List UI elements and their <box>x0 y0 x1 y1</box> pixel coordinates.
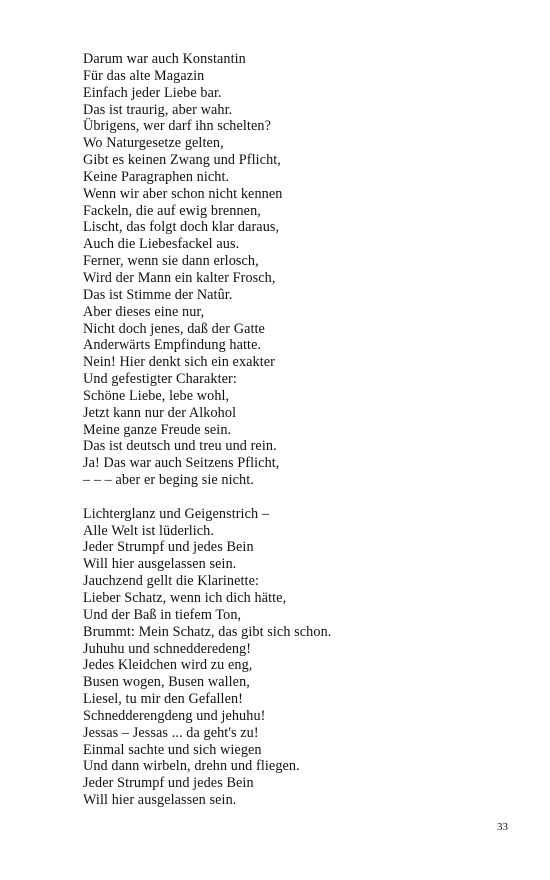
poem-line: Und der Baß in tiefem Ton, <box>83 606 242 623</box>
poem-line: Meine ganze Freude sein. <box>83 421 232 438</box>
poem-line: Übrigens, wer darf ihn schelten? <box>83 118 271 135</box>
poem-line: Brummt: Mein Schatz, das gibt sich schon. <box>83 623 332 640</box>
poem-line: Auch die Liebesfackel aus. <box>83 236 240 253</box>
poem-line: Alle Welt ist lüderlich. <box>83 522 215 539</box>
poem-line: Und gefestigter Charakter: <box>83 371 237 388</box>
poem-line: Keine Paragraphen nicht. <box>83 168 230 185</box>
poem-line: Wenn wir aber schon nicht kennen <box>83 185 283 202</box>
poem-line: Schnedderengdeng und jehuhu! <box>83 707 266 724</box>
stanza-1 <box>83 51 503 489</box>
poem-line: – – – aber er beging sie nicht. <box>83 472 254 489</box>
stanza-2 <box>83 506 503 809</box>
poem-line: Lichterglanz und Geigenstrich – <box>83 505 270 522</box>
poem-line: Und dann wirbeln, drehn und fliegen. <box>83 758 300 775</box>
poem-line: Ferner, wenn sie dann erlosch, <box>83 253 259 270</box>
poem-line: Ja! Das war auch Seitzens Pflicht, <box>83 455 280 472</box>
poem-line: Einfach jeder Liebe bar. <box>83 84 222 101</box>
poem-line: Nein! Hier denkt sich ein exakter <box>83 354 275 371</box>
page-number: 33 <box>497 821 508 833</box>
poem-line: Schöne Liebe, lebe wohl, <box>83 387 230 404</box>
poem-line: Lischt, das folgt doch klar daraus, <box>83 219 280 236</box>
poem-line: Darum war auch Konstantin <box>83 51 246 67</box>
poem-text <box>83 51 503 809</box>
poem-line: Will hier ausgelassen sein. <box>83 792 237 809</box>
poem-line: Das ist traurig, aber wahr. <box>83 101 233 118</box>
poem-line: Nicht doch jenes, daß der Gatte <box>83 320 265 337</box>
poem-line: Fackeln, die auf ewig brennen, <box>83 202 261 219</box>
poem-line: Jeder Strumpf und jedes Bein <box>83 539 254 556</box>
poem-line: Jessas – Jessas ... da geht's zu! <box>83 724 259 741</box>
poem-line: Das ist deutsch und treu und rein. <box>83 438 277 455</box>
poem-line: Für das alte Magazin <box>83 67 205 84</box>
poem-line: Aber dieses eine nur, <box>83 303 205 320</box>
poem-line: Juhuhu und schnedderedeng! <box>83 640 252 657</box>
poem-line: Busen wogen, Busen wallen, <box>83 674 250 691</box>
poem-line: Liesel, tu mir den Gefallen! <box>83 691 243 708</box>
poem-line: Lieber Schatz, wenn ich dich hätte, <box>83 590 287 606</box>
poem-line: Gibt es keinen Zwang und Pflicht, <box>83 152 281 169</box>
poem-line: Wo Naturgesetze gelten, <box>83 135 224 152</box>
poem-line: Jeder Strumpf und jedes Bein <box>83 775 254 792</box>
poem-line: Jetzt kann nur der Alkohol <box>83 404 237 421</box>
poem-line: Einmal sachte und sich wiegen <box>83 741 262 758</box>
poem-line: Jedes Kleidchen wird zu eng, <box>83 657 253 674</box>
poem-line: Wird der Mann ein kalter Frosch, <box>83 269 276 286</box>
poem-line: Jauchzend gellt die Klarinette: <box>83 573 260 590</box>
poem-line: Das ist Stimme der Natûr. <box>83 286 233 303</box>
poem-line: Will hier ausgelassen sein. <box>83 556 237 573</box>
poem-line: Anderwärts Empfindung hatte. <box>83 337 262 354</box>
